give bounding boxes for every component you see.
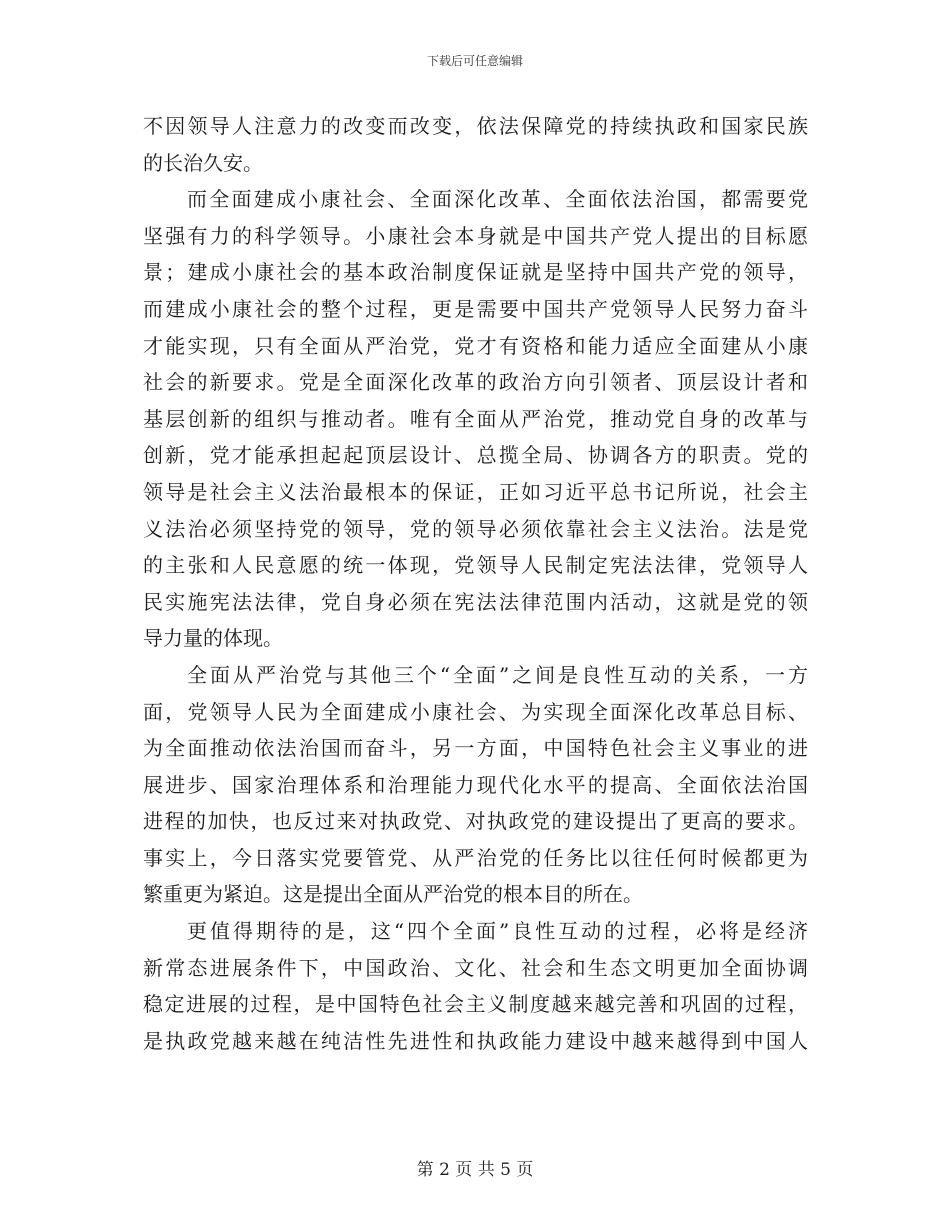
- document-body: [143, 108, 808, 1059]
- text-line: 基层创新的组织与推动者。唯有全面从严治党，推动党自身的改革与: [143, 406, 808, 431]
- text-line: 民实施宪法法律，党自身必须在宪法法律范围内活动，这就是党的领: [143, 589, 808, 614]
- text-line: 而建成小康社会的整个过程，更是需要中国共产党领导人民努力奋斗: [143, 296, 808, 321]
- text-line: 面，党领导人民为全面建成小康社会、为实现全面深化改革总目标、: [143, 699, 808, 724]
- text-line: 的长治久安。: [143, 150, 263, 175]
- text-line: 稳定进展的过程，是中国特色社会主义制度越来越完善和巩固的过程，: [143, 992, 808, 1017]
- text-line: 新常态进展条件下，中国政治、文化、社会和生态文明更加全面协调: [143, 955, 808, 980]
- text-line: 创新，党才能承担起起顶层设计、总揽全局、协调各方的职责。党的: [143, 443, 808, 468]
- text-line: 的主张和人民意愿的统一体现，党领导人民制定宪法法律，党领导人: [143, 553, 808, 578]
- text-line: 义法治必须坚持党的领导，党的领导必须依靠社会主义法治。法是党: [143, 516, 808, 541]
- text-line: 全面从严治党与其他三个“全面”之间是良性互动的关系，一方: [187, 662, 808, 687]
- text-line: 为全面推动依法治国而奋斗，另一方面，中国特色社会主义事业的进: [143, 736, 808, 761]
- page-header: 下载后可任意编辑: [426, 54, 523, 68]
- text-line: 导力量的体现。: [143, 626, 283, 651]
- text-line: 事实上，今日落实党要管党、从严治党的任务比以往任何时候都更为: [143, 845, 808, 870]
- page-number: 第 2 页 共 5 页: [416, 1160, 534, 1180]
- text-line: 才能实现，只有全面从严治党，党才有资格和能力适应全面建从小康: [143, 333, 808, 358]
- text-line: 而全面建成小康社会、全面深化改革、全面依法治国，都需要党: [187, 187, 808, 212]
- text-line: 景；建成小康社会的基本政治制度保证就是坚持中国共产党的领导，: [143, 260, 808, 285]
- text-line: 展进步、国家治理体系和治理能力现代化水平的提高、全面依法治国: [143, 772, 808, 797]
- text-line: 坚强有力的科学领导。小康社会本身就是中国共产党人提出的目标愿: [143, 223, 808, 248]
- text-line: 繁重更为紧迫。这是提出全面从严治党的根本目的所在。: [143, 882, 643, 907]
- text-line: 不因领导人注意力的改变而改变，依法保障党的持续执政和国家民族: [143, 114, 808, 138]
- text-line: 更值得期待的是，这“四个全面”良性互动的过程，必将是经济: [187, 919, 808, 944]
- text-line: 领导是社会主义法治最根本的保证，正如习近平总书记所说，社会主: [143, 479, 808, 504]
- text-line: 是执政党越来越在纯洁性先进性和执政能力建设中越来越得到中国人: [143, 1028, 808, 1053]
- text-line: 社会的新要求。党是全面深化改革的政治方向引领者、顶层设计者和: [143, 370, 808, 395]
- text-line: 进程的加快，也反过来对执政党、对执政党的建设提出了更高的要求。: [143, 809, 808, 834]
